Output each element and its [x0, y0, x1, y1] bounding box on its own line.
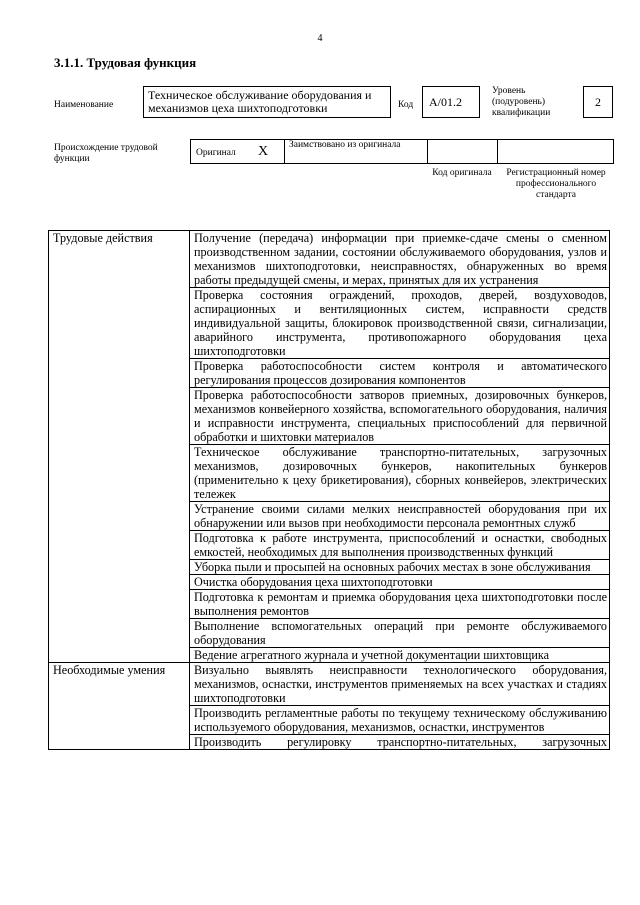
code-value-box: [422, 86, 480, 118]
table-cell: Проверка работоспособности затворов приемных, дозировочных бункеров, механизмов конвейерного хозяйства, вспомогательного оборудования, наличия и исправности инструмента, специальных приспособлений для первичной обработки и шихтовки материалов: [190, 388, 610, 445]
level-value-box: [583, 86, 613, 118]
code-value: А/01.2: [429, 95, 462, 109]
table-cell: Выполнение вспомогательных операций при ремонте обслуживаемого оборудования: [190, 619, 610, 648]
table-cell: Получение (передача) информации при приемке-сдаче смены о сменном производственном задании, состоянии обслуживаемого оборудования, узлов и механизмов шихтоподготовки, неисправностях, обнаруженных во время работы предыдущей смены, и мерах, принятых для их устранения: [190, 231, 610, 288]
origin-divider-1: [284, 139, 285, 164]
table-cell: Техническое обслуживание транспортно-питательных, загрузочных механизмов, дозировочных бункеров, накопительных бункеров (применительно к цеху брикетирования), сборных конвейеров, электрических тележек: [190, 445, 610, 502]
table-row: [49, 231, 610, 288]
table-cell: Устранение своими силами мелких неисправностей оборудования при их обнаружении или вызов при необходимости персонала ремонтных служб: [190, 502, 610, 531]
name-value-box: [143, 86, 391, 118]
table-cell: Подготовка к работе инструмента, приспособлений и оснастки, свободных емкостей, необходимых для выполнения производственных функций: [190, 531, 610, 560]
table-cell: Проверка состояния ограждений, проходов, дверей, воздуховодов, аспирационных и вентиляционных систем, исправности средств индивидуальной защиты, блокировок производственной связи, сигнализации, аварийного инструмента, противопожарного оборудования цеха шихтоподготовки: [190, 288, 610, 359]
original-mark: Х: [258, 144, 269, 159]
origin-label: Происхождение трудовой функции: [54, 143, 158, 164]
table-cell: Производить регламентные работы по текущему техническому обслуживанию используемого оборудования, механизмов, оснастки, инструментов: [190, 706, 610, 735]
section-title: 3.1.1. Трудовая функция: [54, 55, 197, 70]
reg-caption: Регистрационный номер профессионального стандарта: [506, 168, 606, 200]
table-cell: Очистка оборудования цеха шихтоподготовки: [190, 575, 610, 590]
origin-divider-3: [497, 139, 498, 164]
table-cell: Ведение агрегатного журнала и учетной документации шихтовщика: [190, 648, 610, 663]
original-label: Оригинал: [196, 148, 236, 158]
table-row: [49, 663, 610, 706]
borrowed-label: Заимствовано из оригинала: [289, 140, 401, 150]
section-header: Трудовые действия: [49, 231, 190, 663]
code-label: Код: [398, 100, 414, 110]
functions-table: [48, 230, 610, 750]
name-value: Техническое обслуживание оборудования и механизмов цеха шихтоподготовки: [148, 88, 372, 115]
table-cell: Визуально выявлять неисправности технологического оборудования, механизмов, оснастки, инструментов применяемых на всех участках и стадиях шихтоподготовки: [190, 663, 610, 706]
table-cell: Проверка работоспособности систем контроля и автоматического регулирования процессов дозирования компонентов: [190, 359, 610, 388]
table-cell: Производить регулировку транспортно-питательных, загрузочных: [190, 735, 610, 750]
origin-divider-2: [427, 139, 428, 164]
table-cell: Уборка пыли и просыпей на основных рабочих местах в зоне обслуживания: [190, 560, 610, 575]
page-number: 4: [317, 33, 323, 44]
table-cell: Подготовка к ремонтам и приемка оборудования цеха шихтоподготовки после выполнения ремонтов: [190, 590, 610, 619]
section-header: Необходимые умения: [49, 663, 190, 750]
level-label: Уровень (подуровень) квалификации: [492, 86, 551, 118]
name-label: Наименование: [54, 100, 114, 110]
code-caption: Код оригинала: [432, 168, 492, 178]
level-value: 2: [595, 95, 601, 109]
